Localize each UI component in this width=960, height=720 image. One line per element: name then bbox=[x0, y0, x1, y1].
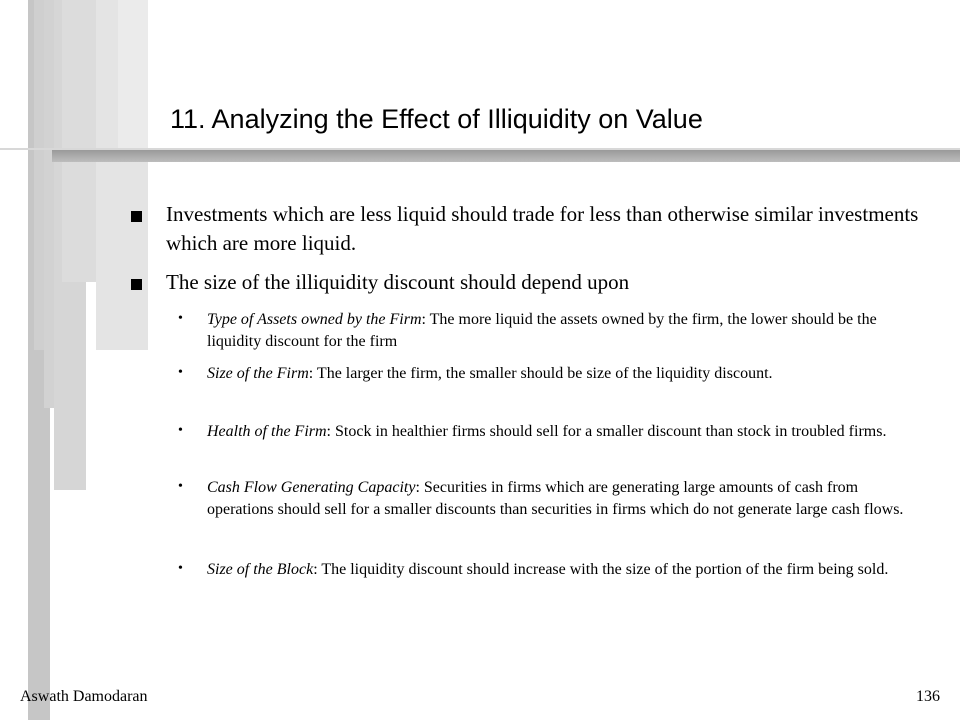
dot-bullet-icon: • bbox=[178, 311, 183, 326]
sub-bullet-term: Size of the Block bbox=[207, 561, 314, 578]
dot-bullet-icon: • bbox=[178, 365, 183, 380]
sub-bullet-term: Type of Assets owned by the Firm bbox=[207, 311, 422, 328]
sub-bullet-text: : Securities in firms which are generating large amounts of cash from operations should sell for a smaller discounts than securities in firms which do not generate large cash flows. bbox=[207, 479, 904, 518]
sub-bullet-text: : The larger the firm, the smaller should be size of the liquidity discount. bbox=[308, 365, 773, 382]
bullet-1: Investments which are less liquid should trade for less than otherwise similar investments which are more liquid. bbox=[166, 202, 919, 255]
title-rule bbox=[52, 150, 960, 162]
sub-bullet-text: : The liquidity discount should increase with the size of the portion of the firm being sold. bbox=[313, 561, 889, 578]
dot-bullet-icon: • bbox=[178, 479, 183, 494]
sub-bullet-term: Cash Flow Generating Capacity bbox=[207, 479, 416, 496]
sub-bullet-term: Size of the Firm bbox=[207, 365, 309, 382]
sub-bullet-2 bbox=[207, 363, 927, 385]
slide-title: 11. Analyzing the Effect of Illiquidity on Value bbox=[170, 104, 703, 134]
sub-bullet-1 bbox=[207, 309, 927, 353]
dot-bullet-icon: • bbox=[178, 561, 183, 576]
bullet-2: The size of the illiquidity discount should depend upon bbox=[166, 270, 630, 294]
sub-bullet-text: : The more liquid the assets owned by the firm, the lower should be the liquidity discount for the firm bbox=[207, 311, 877, 350]
sub-bullet-4 bbox=[207, 477, 927, 521]
sub-bullet-text: : Stock in healthier firms should sell for a smaller discount than stock in troubled firms. bbox=[326, 423, 887, 440]
dot-bullet-icon: • bbox=[178, 423, 183, 438]
square-bullet-icon bbox=[131, 279, 142, 290]
page-number: 136 bbox=[916, 688, 940, 705]
square-bullet-icon bbox=[131, 211, 142, 222]
sub-bullet-term: Health of the Firm bbox=[207, 423, 327, 440]
footer-author: Aswath Damodaran bbox=[20, 688, 148, 705]
sub-bullet-3 bbox=[207, 421, 927, 443]
decorative-bar-7 bbox=[118, 0, 148, 148]
sub-bullet-5 bbox=[207, 559, 927, 581]
